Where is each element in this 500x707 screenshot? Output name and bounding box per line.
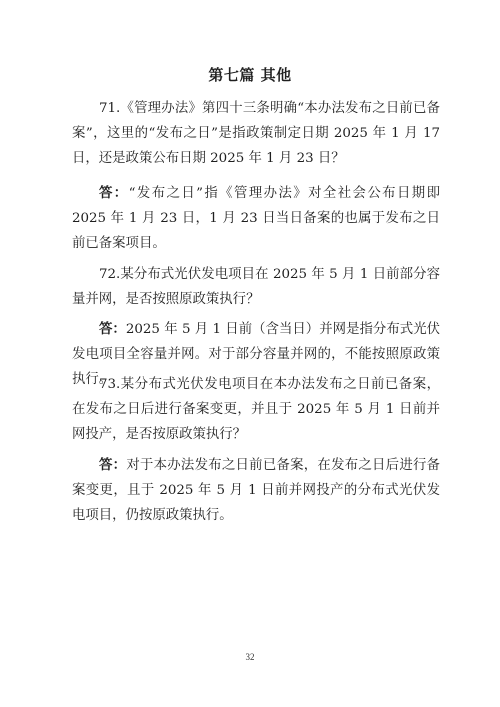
answer-73 xyxy=(72,453,440,528)
answer-text: 对于本办法发布之日前已备案，在发布之日后进行备案变更，且于 2025 年 5 月 1 日前并网投产的分布式光伏发电项目，仍按原政策执行。 xyxy=(72,458,441,523)
answer-label: 答： xyxy=(99,186,129,201)
page-number: 32 xyxy=(245,652,255,662)
question-73: 73.某分布式光伏发电项目在本办法发布之日前已备案，在发布之日后进行备案变更，并且于 2025 年 5 月 1 日前并网投产，是否按原政策执行？ xyxy=(72,377,440,442)
question-71: 71.《管理办法》第四十三条明确“本办法发布之日前已备案”，这里的“发布之日”是指政策制定日期 2025 年 1 月 17 日，还是政策公布日期 2025 年 1 月 23 日？ xyxy=(72,101,440,166)
answer-71 xyxy=(72,181,440,256)
question-72: 72.某分布式光伏发电项目在 2025 年 5 月 1 日前部分容量并网，是否按照原政策执行？ xyxy=(72,267,440,307)
answer-text: 2025 年 5 月 1 日前（含当日）并网是指分布式光伏发电项目全容量并网。对于部分容量并网的，不能按照原政策执行。 xyxy=(72,322,441,387)
answer-label: 答： xyxy=(99,322,126,337)
chapter-title: 第七篇 其他 xyxy=(208,66,292,84)
answer-text: “发布之日”指《管理办法》对全社会公布日期即 2025 年 1 月 23 日，1 月 23 日当日备案的也属于发布之日前已备案项目。 xyxy=(72,186,440,251)
answer-label: 答： xyxy=(99,458,127,473)
